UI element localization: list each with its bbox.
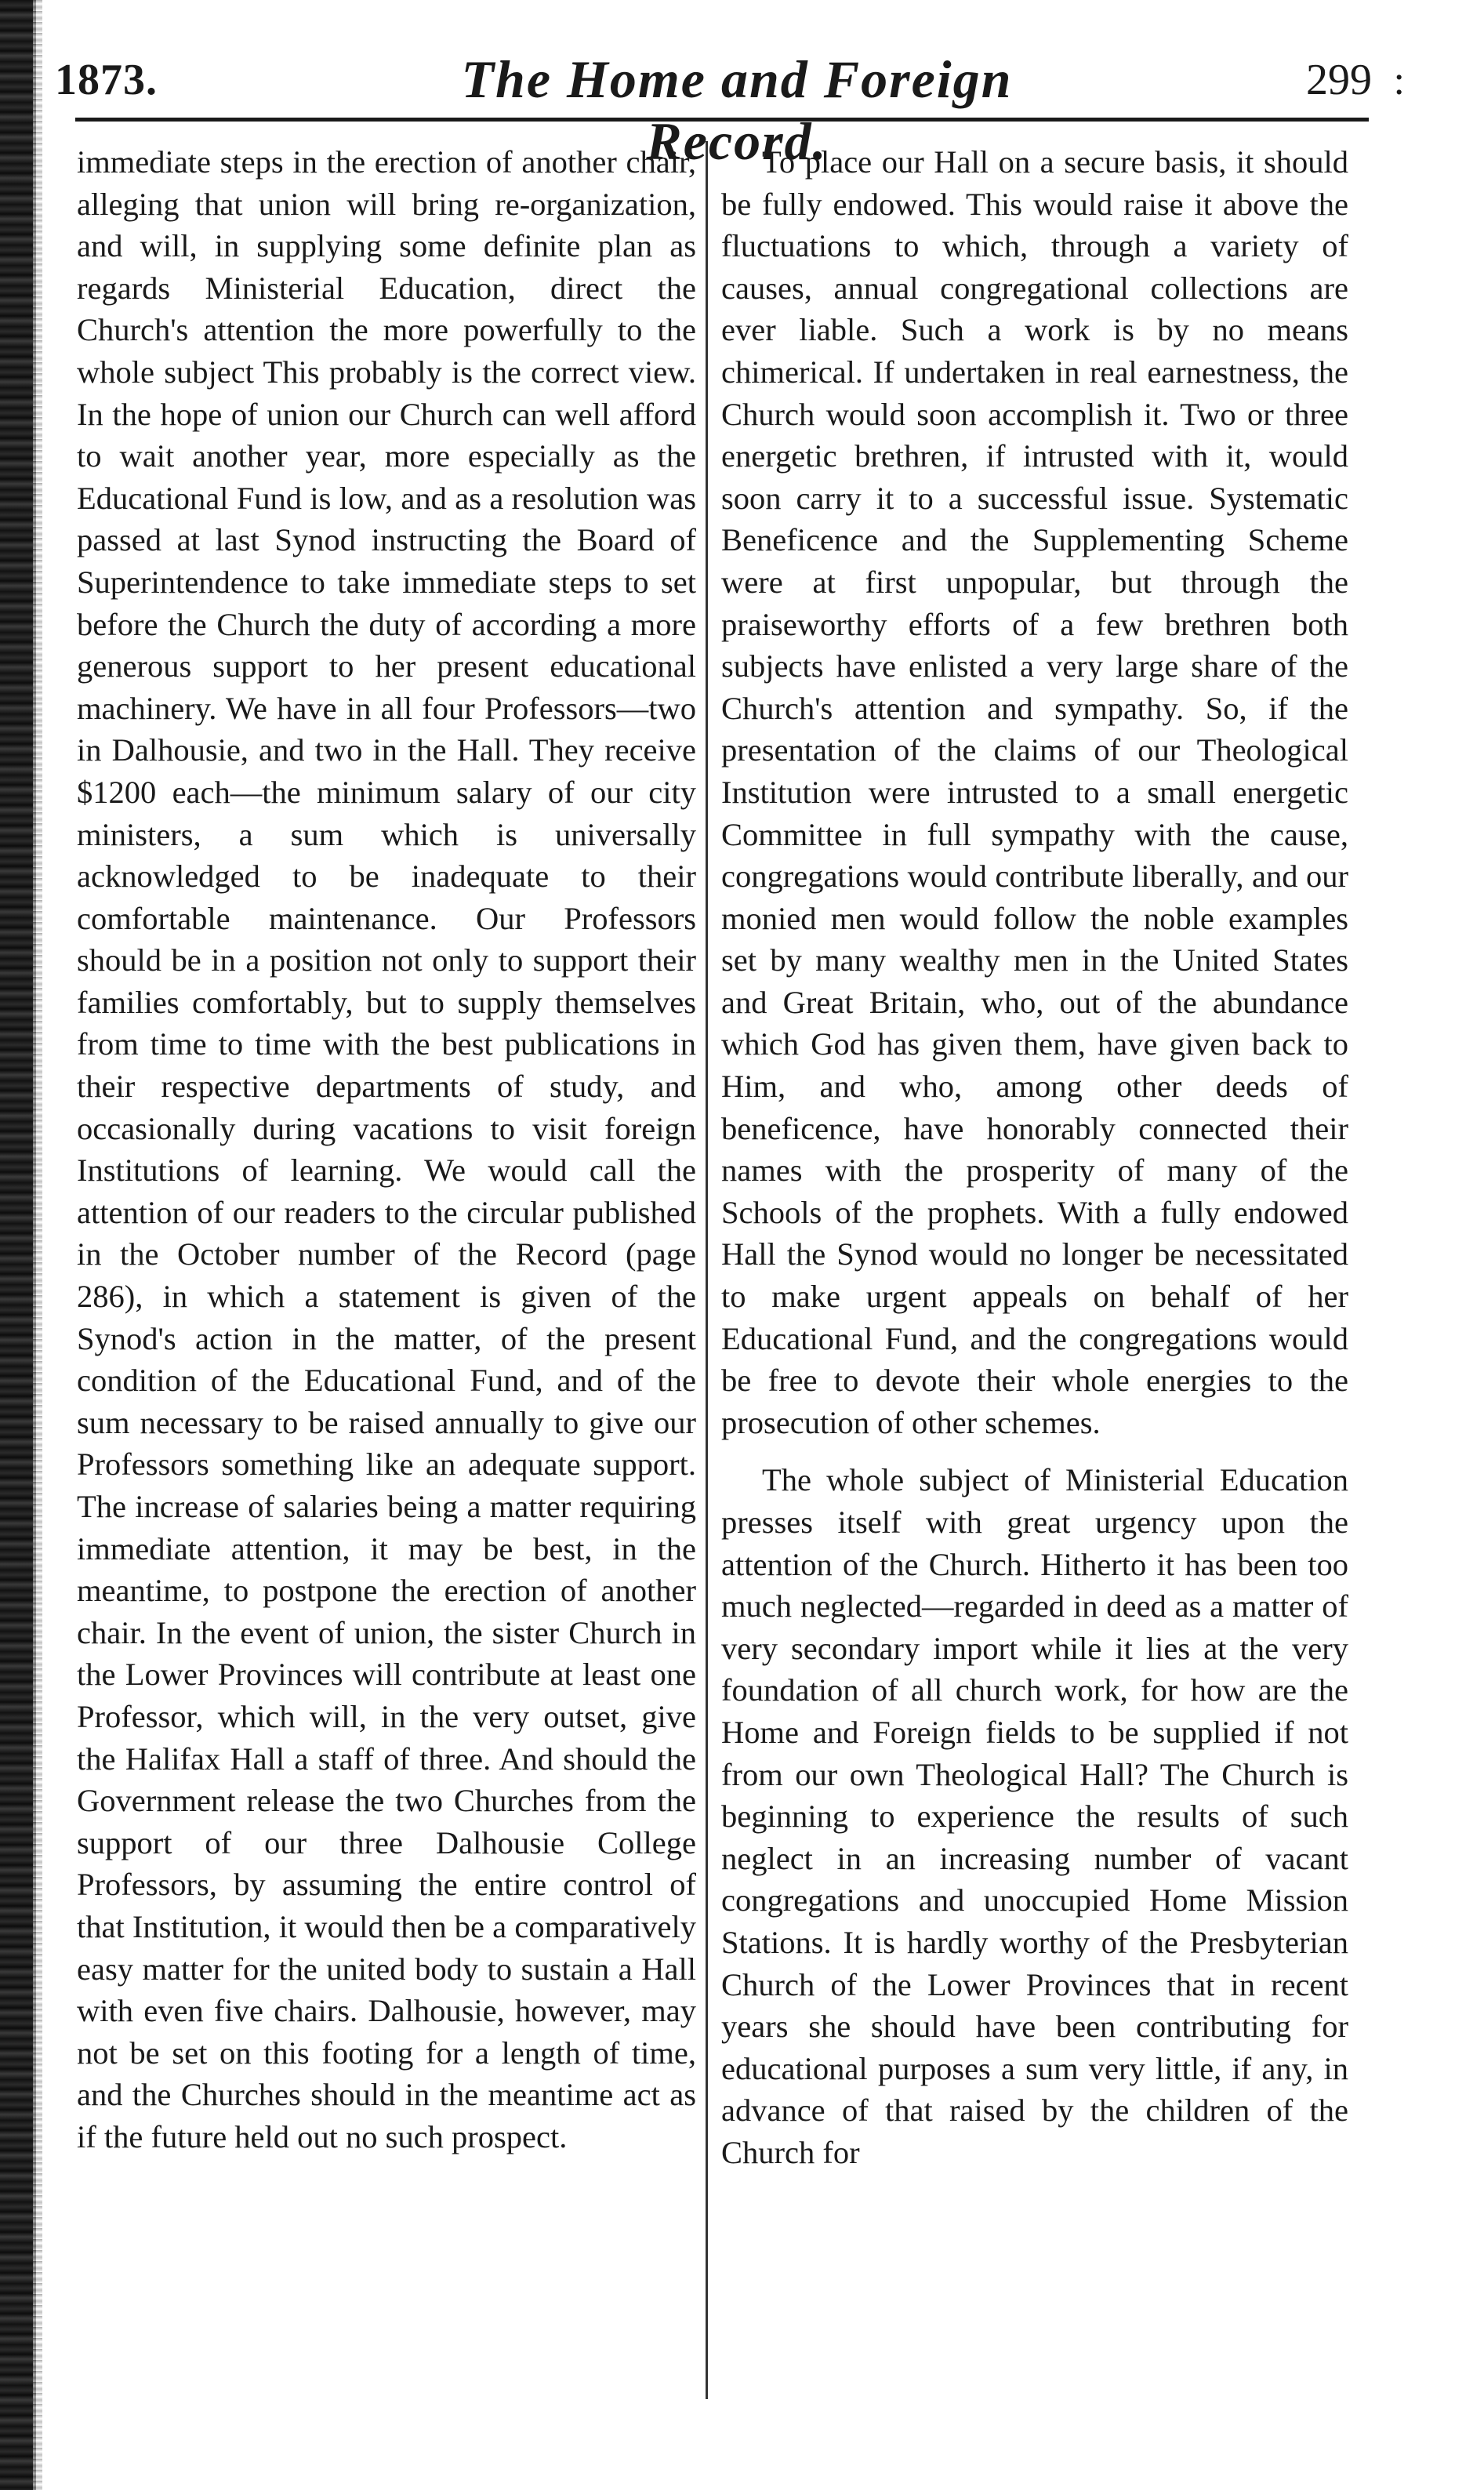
header-rule <box>75 118 1369 122</box>
left-paragraph-1: immediate steps in the erection of another chair, alleging that union will bring re-organization, and will, in supplying some definite plan as regards Ministerial Education, direct the Church's attention the more powerfully to the whole subject This probably is the correct view. In the hope of union our Church can well afford to wait another year, more especially as the Educational Fund is low, and as a resolution was passed at last Synod instructing the Board of Superintendence to take immediate steps to set before the Church the duty of according a more generous support to her present educational machinery. We have in all four Professors—two in Dalhousie, and two in the Hall. They receive $1200 each—the minimum salary of our city ministers, a sum which is universally acknowledged to be inadequate to their comfortable maintenance. Our Professors should be in a position not only to support their families comfortably, but to supply themselves from time to time with the best publications in their respective departments of study, and occasionally during vacations to visit foreign Institutions of learning. We would call the attention of our readers to the circular published in the October number of the Record (page 286), in which a statement is given of the Synod's action in the matter, of the present condition of the Educational Fund, and of the sum necessary to be raised annually to give our Professors something like an adequate support. The increase of salaries being a matter requiring immediate attention, it may be best, in the meantime, to postpone the erection of another chair. In the event of union, the sister Church in the Lower Provinces will contribute at least one Professor, which will, in the very outset, give the Halifax Hall a staff of three. And should the Government release the two Churches from the support of our three Dalhousie College Professors, by assuming the entire control of that Institution, it would then be a comparatively easy matter for the united body to sustain a Hall with even five chairs. Dalhousie, however, may not be set on this footing for a length of time, and the Churches should in the meantime act as if the future held out no such prospect. <box>77 144 696 2154</box>
journal-title: The Home and Foreign Record. <box>461 49 1013 171</box>
right-paragraph-1: To place our Hall on a secure basis, it should be fully endowed. This would raise it above the fluctuations to which, through a variety of causes, annual congregational collections are ever liable. Such a work is by no means chimerical. If undertaken in real earnestness, the Church would soon accomplish it. Two or three energetic brethren, if intrusted with it, would soon carry it to a successful issue. Systematic Beneficence and the Supplementing Scheme were at first unpopular, but through the praiseworthy efforts of a few brethren both subjects have enlisted a very large share of the Church's attention and sympathy. So, if the presentation of the claims of our Theological Institution were intrusted to a small energetic Committee in full sympathy with the cause, congregations would contribute liberally, and our monied men would follow the noble examples set by many wealthy men in the United States and Great Britain, who, out of the abundance which God has given them, have given back to Him, and who, among other deeds of beneficence, have honorably connected their names with the prosperity of many of the Schools of the prophets. With a fully endowed Hall the Synod would no longer be necessitated to make urgent appeals on behalf of her Educational Fund, and the congregations would be free to devote their whole energies to the prosecution of other schemes. <box>721 144 1348 1440</box>
left-column <box>77 141 696 2158</box>
running-header <box>55 49 1405 171</box>
binding-edge <box>0 0 36 2490</box>
page-number: 299 <box>1306 56 1372 104</box>
right-column <box>721 141 1348 2174</box>
column-divider <box>706 141 708 2399</box>
page-mark: : <box>1393 59 1405 103</box>
right-paragraph-2: The whole subject of Ministerial Education presses itself with great urgency upon the attention of the Church. Hitherto it has been too much neglected—regarded in deed as a matter of very secondary import while it lies at the very foundation of all church work, for how are the Home and Foreign fields to be supplied if not from our own Theological Hall? The Church is beginning to experience the results of such neglect in an increasing number of vacant congregations and unoccupied Home Mission Stations. It is hardly worthy of the Presbyterian Church of the Lower Provinces that in recent years she should have been contributing for educational purposes a sum very little, if any, in advance of that raised by the children of the Church for <box>721 1462 1348 2170</box>
header-year: 1873. <box>55 56 158 104</box>
